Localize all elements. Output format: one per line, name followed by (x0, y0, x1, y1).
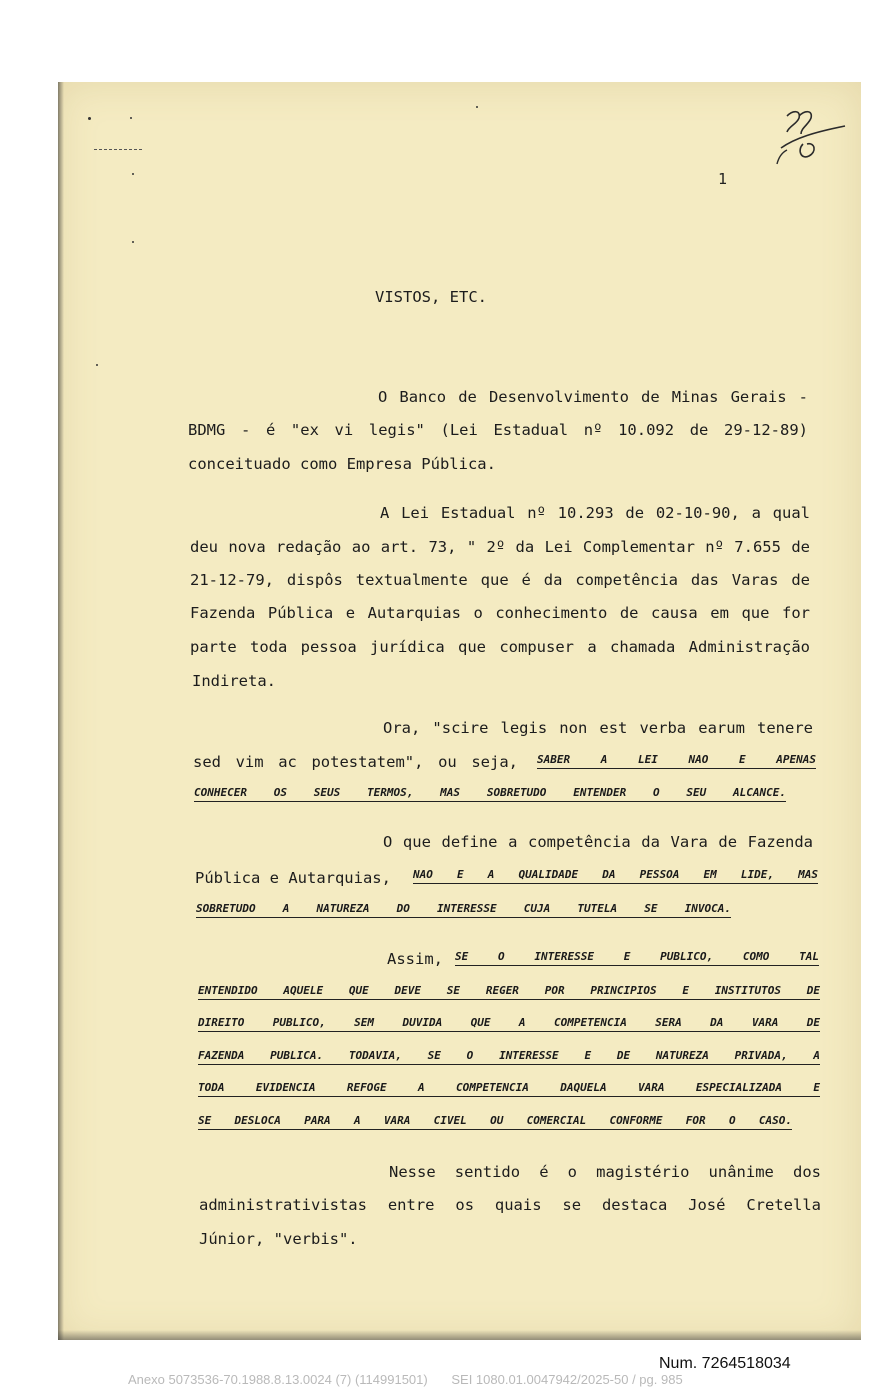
highlighted-text: SOBRETUDO A NATUREZA DO INTERESSE CUJA TUTELA SE INVOCA. (196, 902, 731, 918)
page-edge-shadow-bottom (58, 1330, 861, 1340)
text-line: administrativistas entre os quais se destaca José Cretella (199, 1196, 821, 1214)
highlighted-text: CONHECER OS SEUS TERMOS, MAS SOBRETUDO ENTENDER O SEU ALCANCE. (194, 786, 786, 802)
text-line: sed vim ac potestatem", ou seja, (193, 753, 518, 771)
text-line: Assim, (387, 950, 443, 968)
text-line: parte toda pessoa jurídica que compuser a chamada Administração (190, 638, 810, 656)
highlighted-text: SABER A LEI NAO E APENAS (537, 753, 816, 769)
text-line: Júnior, "verbis". (199, 1230, 358, 1248)
annex-reference: Anexo 5073536-70.1988.8.13.0024 (7) (114991501) (128, 1372, 428, 1387)
scan-speck (132, 241, 134, 243)
scan-speck (476, 106, 478, 108)
highlighted-text: SE O INTERESSE E PUBLICO, COMO TAL (455, 950, 819, 966)
highlighted-text: NAO E A QUALIDADE DA PESSOA EM LIDE, MAS (413, 868, 818, 884)
text-line: conceituado como Empresa Pública. (188, 455, 496, 473)
highlighted-text: TODA EVIDENCIA REFOGE A COMPETENCIA DAQUELA VARA ESPECIALIZADA E (198, 1081, 820, 1097)
scan-speck (130, 117, 132, 119)
footer-info (128, 1372, 683, 1387)
handwritten-folio-mark (775, 102, 850, 172)
scan-mark (94, 149, 142, 151)
highlighted-text: SE DESLOCA PARA A VARA CIVEL OU COMERCIAL CONFORME FOR O CASO. (198, 1114, 792, 1130)
text-line: Indireta. (192, 672, 276, 690)
text-line: Pública e Autarquias, (195, 869, 391, 887)
highlighted-text: DIREITO PUBLICO, SEM DUVIDA QUE A COMPETENCIA SERA DA VARA DE (198, 1016, 820, 1032)
text-line: Ora, "scire legis non est verba earum tenere (383, 719, 813, 737)
highlighted-text: FAZENDA PUBLICA. TODAVIA, SE O INTERESSE E DE NATUREZA PRIVADA, A (198, 1049, 820, 1065)
scan-speck (96, 364, 98, 366)
text-line: Fazenda Pública e Autarquias o conhecimento de causa em que for (190, 604, 810, 622)
text-line: O Banco de Desenvolvimento de Minas Gerais - (378, 388, 808, 406)
text-line: O que define a competência da Vara de Fazenda (383, 833, 813, 851)
document-number: Num. 7264518034 (659, 1355, 791, 1372)
scan-speck (88, 117, 91, 120)
highlighted-text: ENTENDIDO AQUELE QUE DEVE SE REGER POR PRINCIPIOS E INSTITUTOS DE (198, 984, 820, 1000)
scan-speck (132, 173, 134, 175)
text-line: Nesse sentido é o magistério unânime dos (389, 1163, 821, 1181)
document-heading: VISTOS, ETC. (375, 288, 487, 306)
sei-reference: SEI 1080.01.0047942/2025-50 / pg. 985 (451, 1372, 683, 1387)
text-line: deu nova redação ao art. 73, " 2º da Lei Complementar nº 7.655 de (190, 538, 810, 556)
text-line: 21-12-79, dispôs textualmente que é da competência das Varas de (190, 571, 810, 589)
text-line: A Lei Estadual nº 10.293 de 02-10-90, a qual (380, 504, 810, 522)
scanned-page (58, 82, 861, 1340)
page-number: 1 (718, 170, 728, 188)
text-line: BDMG - é "ex vi legis" (Lei Estadual nº 10.092 de 29-12-89) (188, 421, 808, 439)
page-edge-shadow-left (58, 82, 64, 1340)
